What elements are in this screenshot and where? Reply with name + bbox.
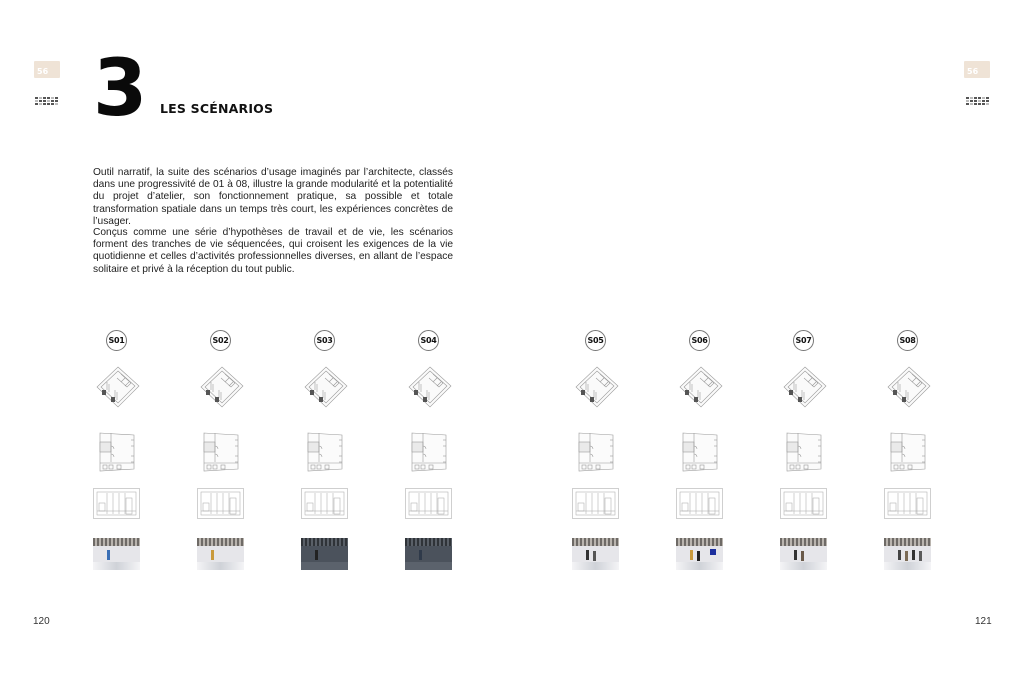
scenario-badge: S08 (897, 330, 918, 351)
floor-plan-drawing (786, 432, 822, 472)
margin-thumbnail-section: 56 (34, 61, 60, 78)
person-figure (593, 551, 596, 561)
person-figure (107, 550, 110, 560)
scenario-badge: S02 (210, 330, 231, 351)
render-floor (301, 562, 348, 570)
render-floor (780, 562, 827, 570)
scenario-badge: S01 (106, 330, 127, 351)
render-floor (197, 562, 244, 570)
axonometric-drawing (407, 364, 453, 410)
elevation-drawing (572, 488, 619, 519)
person-figure (697, 551, 700, 561)
render-ceiling (884, 538, 931, 546)
render-ceiling (301, 538, 348, 546)
render-floor (572, 562, 619, 570)
render-ceiling (405, 538, 452, 546)
render-wall (405, 546, 452, 562)
scenario-column (780, 330, 828, 575)
person-figure (211, 550, 214, 560)
artwork-panel (710, 549, 716, 555)
scenario-badge: S03 (314, 330, 335, 351)
floor-plan-drawing (682, 432, 718, 472)
interior-render (405, 538, 452, 570)
floor-plan-drawing (307, 432, 343, 472)
axonometric-drawing (574, 364, 620, 410)
axonometric-drawing (782, 364, 828, 410)
scenario-column (405, 330, 453, 575)
interior-render (884, 538, 931, 570)
person-figure (912, 550, 915, 560)
scenario-badge: S04 (418, 330, 439, 351)
person-figure (905, 551, 908, 561)
scenario-column (884, 330, 932, 575)
interior-render (301, 538, 348, 570)
scenario-badge: S07 (793, 330, 814, 351)
interior-render (197, 538, 244, 570)
render-wall (197, 546, 244, 562)
axonometric-drawing (886, 364, 932, 410)
axonometric-drawing (303, 364, 349, 410)
render-floor (676, 562, 723, 570)
intro-paragraph-2: Conçus comme une série d’hypothèses de travail et de vie, les scénarios forment des tranches de vie séquencées, qui croisent les exigences de la vie quotidienne et celles d’activités professionnelles diverses, en allant de l’espace solitaire et privé à la réception du tout public. (93, 227, 453, 275)
page-number-left: 120 (33, 616, 50, 627)
person-figure (586, 550, 589, 560)
render-ceiling (93, 538, 140, 546)
floor-plan-drawing (99, 432, 135, 472)
elevation-drawing (93, 488, 140, 519)
floor-plan-drawing (890, 432, 926, 472)
axonometric-drawing (95, 364, 141, 410)
scenario-badge: S05 (585, 330, 606, 351)
scenario-column (572, 330, 620, 575)
floor-plan-drawing (578, 432, 614, 472)
axonometric-drawing (678, 364, 724, 410)
person-figure (919, 551, 922, 561)
person-figure (898, 550, 901, 560)
scenario-column (197, 330, 245, 575)
elevation-drawing (405, 488, 452, 519)
render-wall (93, 546, 140, 562)
render-wall (301, 546, 348, 562)
elevation-drawing (780, 488, 827, 519)
person-figure (794, 550, 797, 560)
render-floor (884, 562, 931, 570)
person-figure (801, 551, 804, 561)
render-ceiling (197, 538, 244, 546)
render-floor (405, 562, 452, 570)
scenario-column (301, 330, 349, 575)
scenario-badge: S06 (689, 330, 710, 351)
elevation-drawing (884, 488, 931, 519)
person-figure (690, 550, 693, 560)
margin-thumbnail-dot-grid (966, 97, 990, 111)
scenario-column (676, 330, 724, 575)
page-number-right: 121 (975, 616, 992, 627)
axonometric-drawing (199, 364, 245, 410)
intro-paragraph-1: Outil narratif, la suite des scénarios d’usage imaginés par l’architecte, classés dans une progressivité de 01 à 08, illustre la grande modularité et la potentialité du projet d’atelier, son fonctionnement pratique, sa possible et totale transformation spatiale dans un temps très court, les expériences concrètes de l’usager. (93, 167, 453, 227)
interior-render (572, 538, 619, 570)
render-ceiling (676, 538, 723, 546)
elevation-drawing (301, 488, 348, 519)
person-figure (419, 550, 422, 560)
render-ceiling (572, 538, 619, 546)
margin-thumbnail-dot-grid (35, 97, 59, 111)
render-ceiling (780, 538, 827, 546)
floor-plan-drawing (203, 432, 239, 472)
person-figure (315, 550, 318, 560)
elevation-drawing (676, 488, 723, 519)
scenario-column (93, 330, 141, 575)
margin-thumbnail-section: 56 (964, 61, 990, 78)
chapter-number: 3 (93, 44, 146, 134)
interior-render (676, 538, 723, 570)
floor-plan-drawing (411, 432, 447, 472)
interior-render (780, 538, 827, 570)
elevation-drawing (197, 488, 244, 519)
render-floor (93, 562, 140, 570)
interior-render (93, 538, 140, 570)
chapter-title: LES SCÉNARIOS (160, 101, 274, 116)
